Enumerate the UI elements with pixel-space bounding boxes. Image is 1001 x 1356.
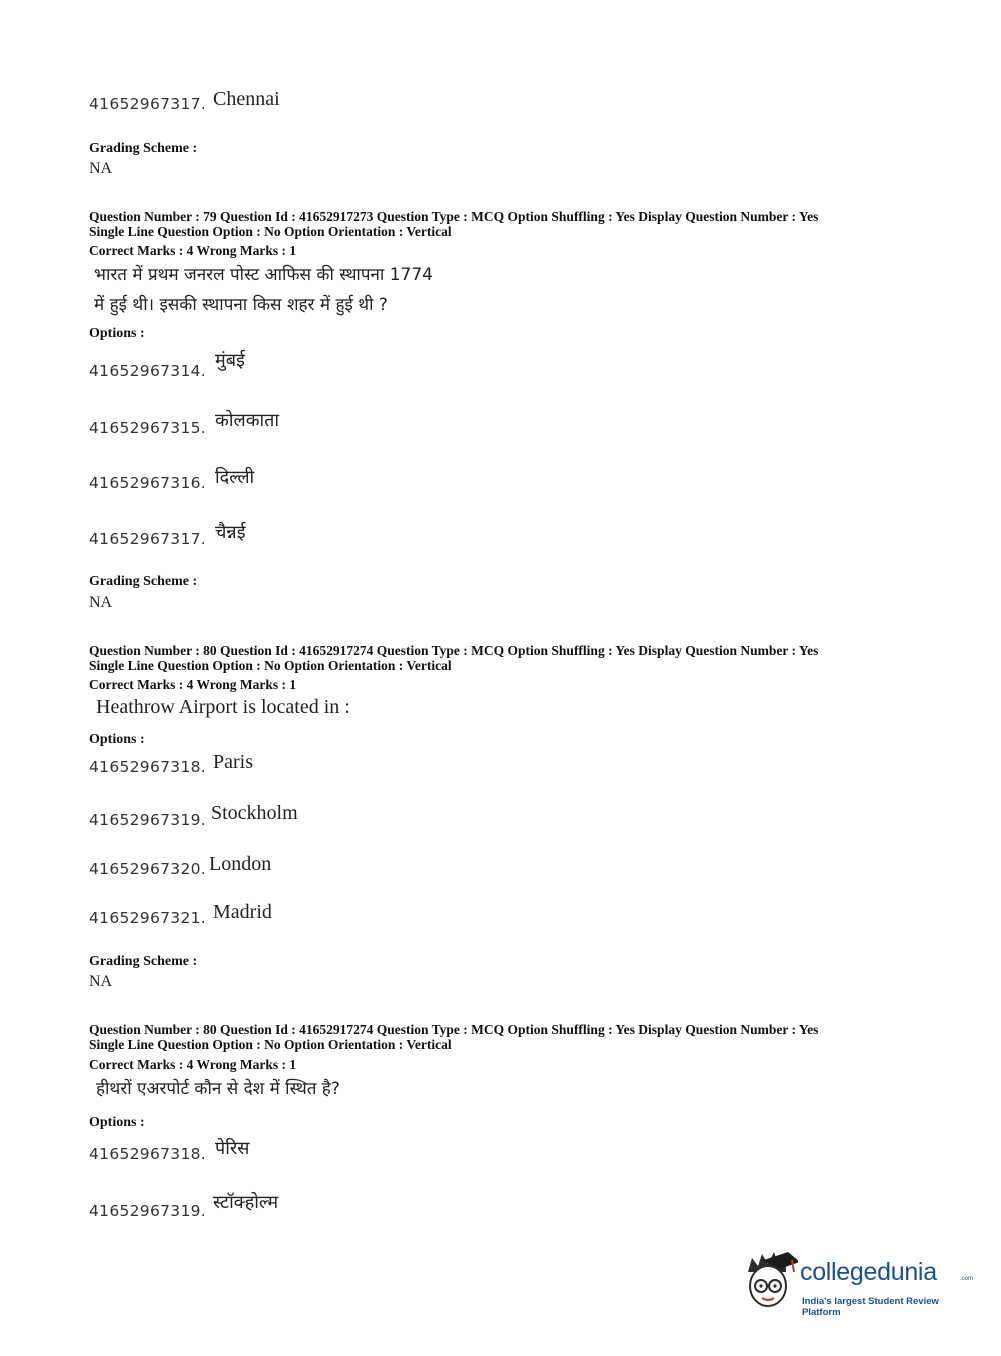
question-text-line-2: में हुई थी। इसकी स्थापना किस शहर में हुई थी ? [94,295,388,315]
option-text: Paris [213,751,253,773]
option-number: 41652967314. [89,362,207,380]
grading-scheme-value: NA [89,160,113,177]
mascot-icon [742,1250,798,1310]
option-text: कोलकाता [215,410,280,431]
options-label: Options : [89,326,145,341]
question-text [94,260,433,320]
option-number: 41652967319. [89,1202,207,1220]
collegedunia-logo[interactable] [742,1250,972,1320]
question-meta-line-2: Single Line Question Option : No Option Orientation : Vertical [89,224,452,239]
option-text: Stockholm [211,802,298,824]
grading-scheme-label: Grading Scheme : [89,954,198,969]
option-number: 41652967316. [89,474,207,492]
question-meta [89,643,818,673]
marks-line: Correct Marks : 4 Wrong Marks : 1 [89,243,297,258]
options-label: Options : [89,1115,145,1130]
question-text: Heathrow Airport is located in : [96,696,350,718]
option-text: London [209,853,272,875]
marks-line: Correct Marks : 4 Wrong Marks : 1 [89,1057,297,1072]
marks-line: Correct Marks : 4 Wrong Marks : 1 [89,677,297,692]
option-text: मुंबई [215,350,245,371]
logo-tagline: India's largest Student Review Platform [802,1296,939,1318]
option-text: Chennai [213,88,280,110]
option-text: चैन्नई [215,522,246,543]
option-text: पेरिस [215,1138,250,1159]
option-number: 41652967319. [89,811,207,829]
question-text: हीथरों एअरपोर्ट कौन से देश में स्थित है? [96,1079,340,1099]
option-number: 41652967318. [89,1145,207,1163]
option-number: 41652967317. [89,95,207,113]
question-meta-line-2: Single Line Question Option : No Option Orientation : Vertical [89,658,452,673]
option-number: 41652967318. [89,758,207,776]
question-meta-line-1: Question Number : 79 Question Id : 41652917273 Question Type : MCQ Option Shuffling : Yes Display Question Number : Yes [89,209,819,224]
option-number: 41652967321. [89,909,207,927]
question-meta [89,1022,818,1052]
option-number: 41652967320. [89,860,207,878]
option-text: Madrid [213,901,272,923]
option-number: 41652967317. [89,530,207,548]
grading-scheme-label: Grading Scheme : [89,141,198,156]
option-text: स्टॉक्होल्म [213,1192,279,1213]
question-meta [89,209,818,239]
option-text: दिल्ली [215,467,255,488]
question-meta-line-1: Question Number : 80 Question Id : 41652917274 Question Type : MCQ Option Shuffling : Yes Display Question Number : Yes [89,1022,819,1037]
option-number: 41652967315. [89,419,207,437]
logo-suffix: .com [960,1276,974,1282]
grading-scheme-value: NA [89,973,113,990]
options-label: Options : [89,732,145,747]
logo-wordmark: collegedunia [800,1258,937,1286]
question-text-line-1: भारत में प्रथम जनरल पोस्ट आफिस की स्थापना 1774 [94,265,433,285]
question-meta-line-2: Single Line Question Option : No Option Orientation : Vertical [89,1037,452,1052]
grading-scheme-label: Grading Scheme : [89,574,198,589]
question-meta-line-1: Question Number : 80 Question Id : 41652917274 Question Type : MCQ Option Shuffling : Yes Display Question Number : Yes [89,643,819,658]
grading-scheme-value: NA [89,594,113,611]
